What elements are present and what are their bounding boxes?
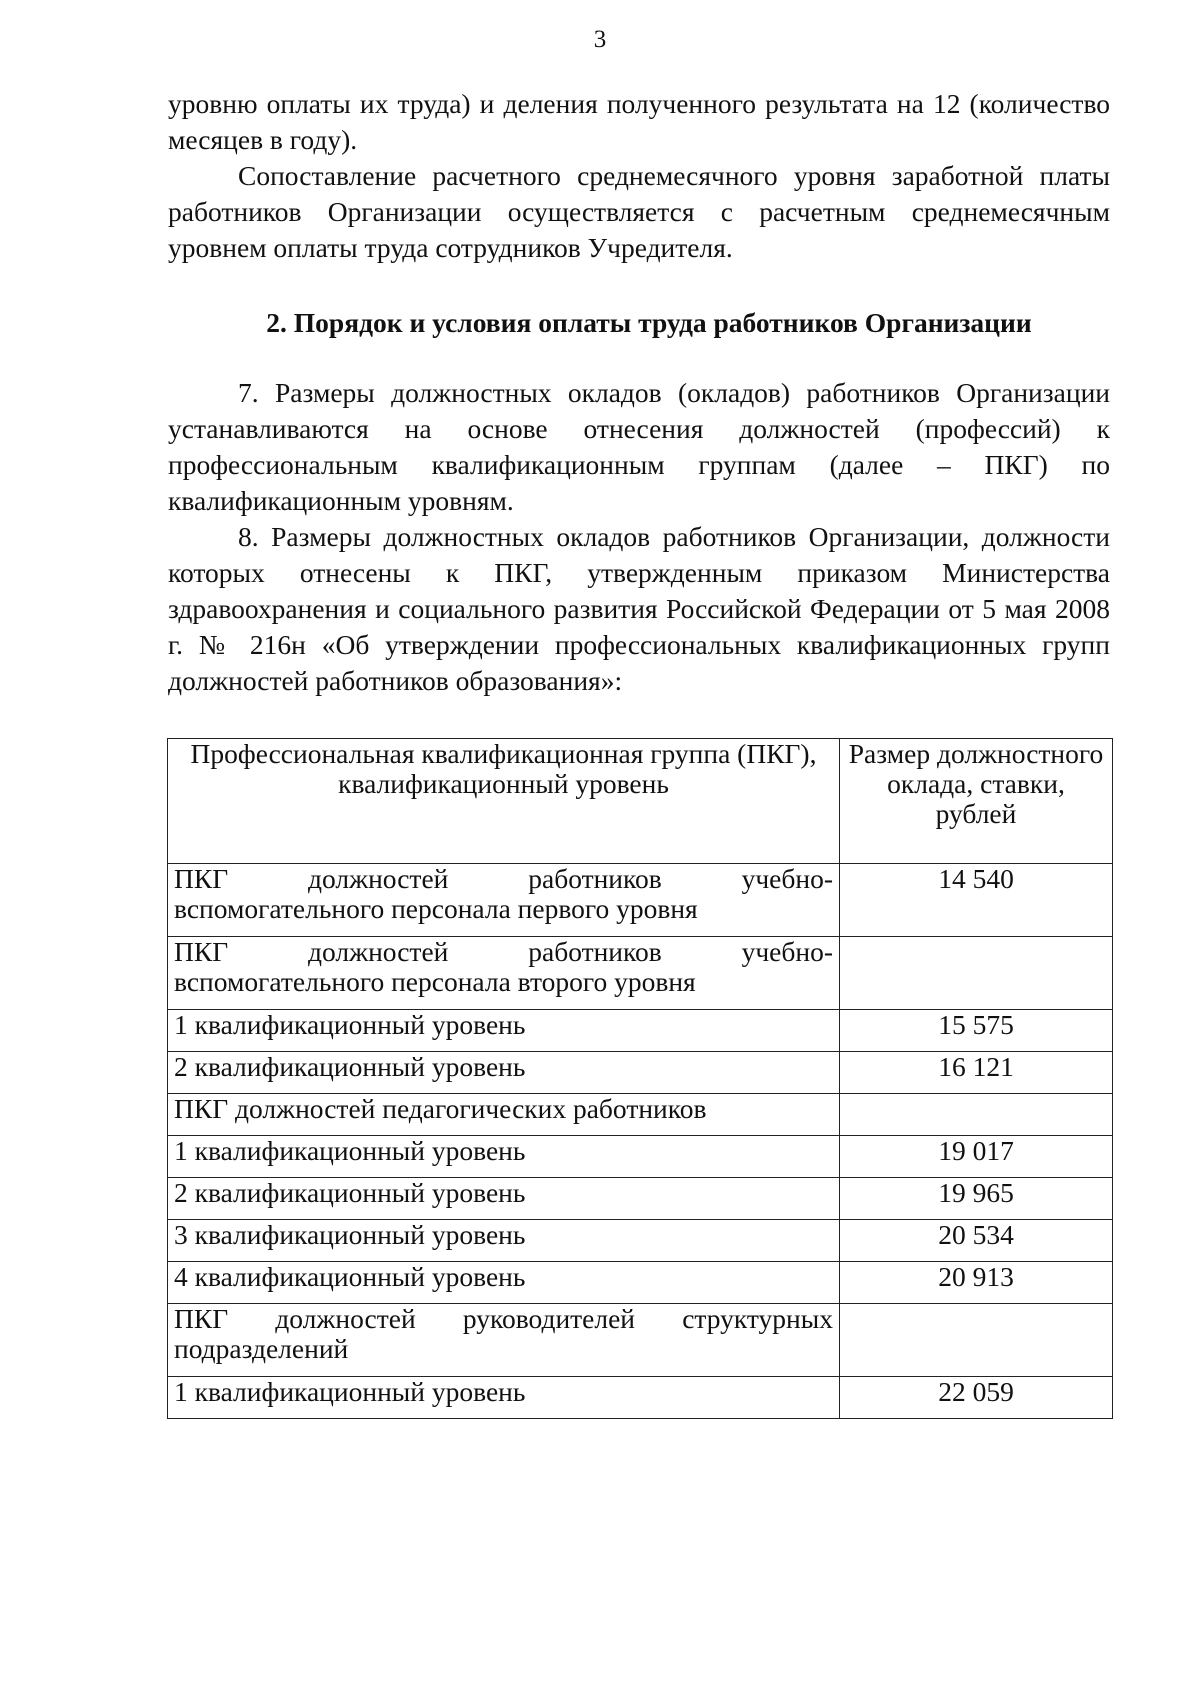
salary-cell bbox=[840, 1304, 1113, 1377]
level-name-cell: 3 квалификационный уровень bbox=[168, 1220, 840, 1262]
group-name-line: ПКГ должностей руководителей структурных bbox=[174, 1303, 833, 1334]
salary-cell: 20 534 bbox=[840, 1220, 1113, 1262]
salary-cell bbox=[840, 1094, 1113, 1136]
level-name-cell: 1 квалификационный уровень bbox=[168, 1377, 840, 1419]
table-row bbox=[168, 1304, 1113, 1377]
salary-cell: 19 017 bbox=[840, 1136, 1113, 1178]
level-name-cell: 2 квалификационный уровень bbox=[168, 1178, 840, 1220]
group-name-line: вспомогательного персонала второго уровня bbox=[174, 966, 696, 997]
column-header-salary: Размер должностного оклада, ставки, рублей bbox=[840, 739, 1113, 864]
group-name-cell bbox=[168, 1304, 840, 1377]
group-name-cell: ПКГ должностей педагогических работников bbox=[168, 1094, 840, 1136]
column-header-group: Профессиональная квалификационная группа (ПКГ), квалификационный уровень bbox=[168, 739, 840, 864]
salary-cell bbox=[840, 937, 1113, 1010]
paragraph-text: 8. Размеры должностных окладов работников Организации, должности которых отнесены к ПКГ, утвержденным приказом Министерства здравоохранения и социального развития Российской Федерации от 5 мая 2008 г. № 216н «Об утверждении профессиональных квалификационных групп должностей работников образования»: bbox=[168, 521, 1110, 696]
table-row bbox=[168, 1010, 1113, 1052]
table-row bbox=[168, 864, 1113, 937]
paragraph-8 bbox=[168, 519, 1110, 699]
table-header-row bbox=[168, 739, 1113, 864]
salary-cell: 19 965 bbox=[840, 1178, 1113, 1220]
paragraph-text: уровню оплаты их труда) и деления полученного результата на 12 (количество месяцев в году). bbox=[168, 88, 1110, 155]
table-row bbox=[168, 1094, 1113, 1136]
group-name-line: ПКГ должностей работников учебно- bbox=[174, 936, 833, 967]
group-name-cell bbox=[168, 937, 840, 1010]
salary-cell: 16 121 bbox=[840, 1052, 1113, 1094]
salary-table bbox=[167, 738, 1113, 1419]
table-row bbox=[168, 1377, 1113, 1419]
group-name-cell bbox=[168, 864, 840, 937]
paragraph-text: 7. Размеры должностных окладов (окладов) работников Организации устанавливаются на основе отнесения должностей (профессий) к профессиональным квалификационным группам (далее – ПКГ) по квалификационным уровням. bbox=[168, 377, 1110, 516]
level-name-cell: 2 квалификационный уровень bbox=[168, 1052, 840, 1094]
level-name-cell: 4 квалификационный уровень bbox=[168, 1262, 840, 1304]
section-heading: 2. Порядок и условия оплаты труда работников Организации bbox=[266, 307, 1032, 338]
group-name-line: подразделений bbox=[174, 1333, 349, 1364]
table-row bbox=[168, 1178, 1113, 1220]
level-name-cell: 1 квалификационный уровень bbox=[168, 1136, 840, 1178]
table-row bbox=[168, 1136, 1113, 1178]
table-row bbox=[168, 1262, 1113, 1304]
paragraph-comparison bbox=[168, 158, 1110, 266]
level-name-cell: 1 квалификационный уровень bbox=[168, 1010, 840, 1052]
table-row bbox=[168, 937, 1113, 1010]
salary-cell: 15 575 bbox=[840, 1010, 1113, 1052]
paragraph-continuation bbox=[168, 86, 1110, 158]
salary-cell: 20 913 bbox=[840, 1262, 1113, 1304]
table-row bbox=[168, 1220, 1113, 1262]
paragraph-7 bbox=[168, 375, 1110, 519]
salary-cell: 22 059 bbox=[840, 1377, 1113, 1419]
paragraph-text: Сопоставление расчетного среднемесячного уровня заработной платы работников Организации осуществляется с расчетным среднемесячным уровнем оплаты труда сотрудников Учредителя. bbox=[168, 160, 1110, 263]
table-row bbox=[168, 1052, 1113, 1094]
group-name-line: вспомогательного персонала первого уровня bbox=[174, 893, 698, 924]
group-name-line: ПКГ должностей работников учебно- bbox=[174, 863, 833, 894]
salary-cell: 14 540 bbox=[840, 864, 1113, 937]
page-number: 3 bbox=[593, 26, 607, 53]
